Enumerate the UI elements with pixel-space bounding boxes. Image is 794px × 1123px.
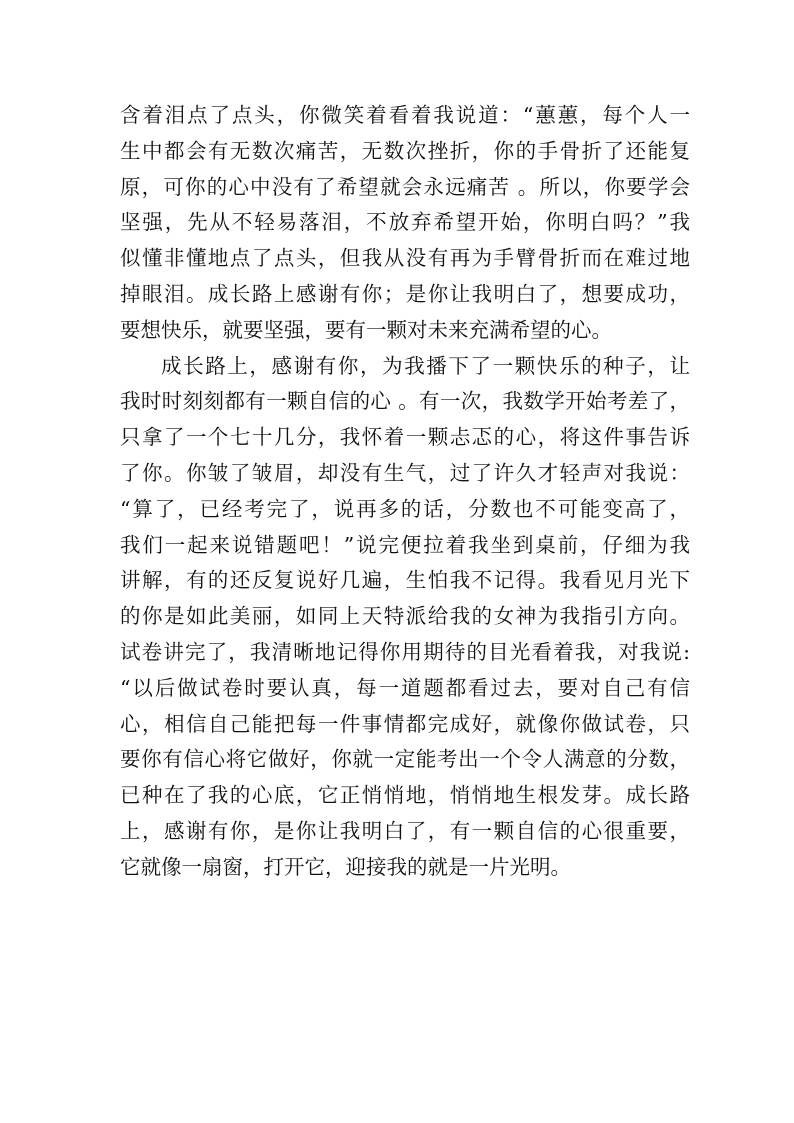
text-line: 讲解，有的还反复说好几遍，生怕我不记得。我看见月光下 bbox=[120, 568, 690, 593]
text-line: 上，感谢有你，是你让我明白了，有一颗自信的心很重要， bbox=[120, 818, 690, 843]
text-line: 掉眼泪。成长路上感谢有你；是你让我明白了，想要成功， bbox=[120, 281, 690, 306]
text-line: 的你是如此美丽，如同上天特派给我的女神为我指引方向。 bbox=[120, 604, 690, 629]
text-line: 坚强，先从不轻易落泪，不放弃希望开始，你明白吗？”我 bbox=[120, 210, 690, 235]
document-body bbox=[120, 98, 690, 886]
text-line: 要你有信心将它做好，你就一定能考出一个令人满意的分数， bbox=[120, 747, 690, 772]
text-line: “算了，已经考完了，说再多的话，分数也不可能变高了， bbox=[120, 496, 690, 521]
paragraph-2 bbox=[120, 349, 690, 886]
text-line: 原，可你的心中没有了希望就会永远痛苦 。所以，你要学会 bbox=[120, 174, 690, 199]
text-line: 我们一起来说错题吧！”说完便拉着我坐到桌前，仔细为我 bbox=[120, 532, 690, 557]
text-line: 要想快乐，就要坚强，要有一颗对未来充满希望的心。 bbox=[120, 317, 612, 342]
text-line: 它就像一扇窗，打开它，迎接我的就是一片光明。 bbox=[120, 854, 571, 879]
text-line: 试卷讲完了，我清晰地记得你用期待的目光看着我，对我说: bbox=[120, 639, 690, 664]
text-line: 了你。你皱了皱眉，却没有生气，过了许久才轻声对我说： bbox=[120, 460, 690, 485]
text-line: “以后做试卷时要认真，每一道题都看过去，要对自己有信 bbox=[120, 675, 690, 700]
paragraph-1 bbox=[120, 98, 690, 349]
text-line: 已种在了我的心底，它正悄悄地，悄悄地生根发芽。成长路 bbox=[120, 783, 690, 808]
text-line: 只拿了一个七十几分，我怀着一颗忐忑的心，将这件事告诉 bbox=[120, 425, 690, 450]
text-line: 心，相信自己能把每一件事情都完成好，就像你做试卷，只 bbox=[120, 711, 690, 736]
text-line: 似懂非懂地点了点头，但我从没有再为手臂骨折而在难过地 bbox=[120, 246, 690, 271]
text-line: 含着泪点了点头，你微笑着看着我说道：“蕙蕙，每个人一 bbox=[120, 103, 690, 127]
text-line: 生中都会有无数次痛苦，无数次挫折，你的手骨折了还能复 bbox=[120, 138, 690, 163]
text-line: 成长路上，感谢有你，为我播下了一颗快乐的种子，让 bbox=[161, 353, 690, 378]
text-line: 我时时刻刻都有一颗自信的心 。有一次，我数学开始考差了， bbox=[120, 389, 690, 414]
